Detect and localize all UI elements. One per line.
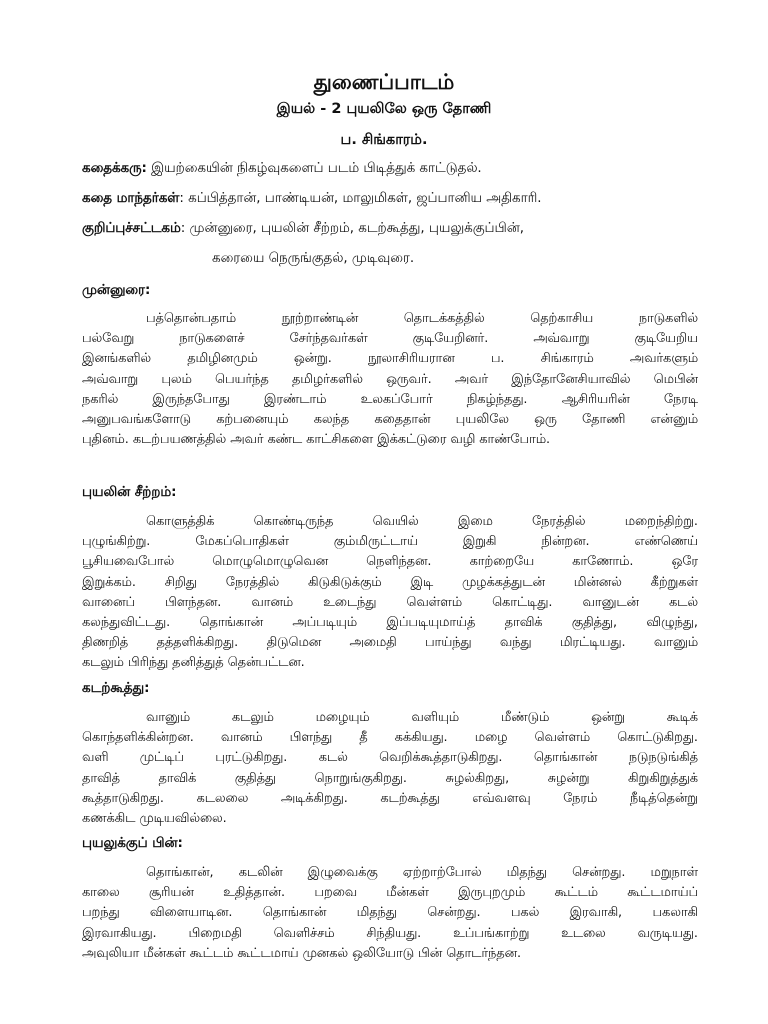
outline-label: குறிப்புச்சட்டகம்	[82, 221, 181, 236]
paragraph-line: கொந்தளிக்கின்றன. வானம் பிளந்து தீ கக்கியது. மழை வெள்ளம் கொட்டுகிறது.	[82, 730, 698, 746]
theme-row	[82, 158, 722, 180]
after-storm-heading: புயலுக்குப் பின்:	[82, 836, 183, 851]
paragraph-line: நகரில் இருந்தபோது இரண்டாம் உலகப்போர் நிகழ்ந்தது. ஆசிரியரின் நேரடி	[82, 391, 698, 407]
intro-paragraph	[82, 309, 698, 450]
intro-heading: முன்னுரை:	[82, 283, 151, 298]
paragraph-line: திணறித் தத்தளிக்கிறது. திடுமென அமைதி பாய்ந்து வந்து மிரட்டியது. வானும்	[82, 635, 698, 651]
seadance-paragraph	[82, 708, 698, 829]
paragraph-line: கூத்தாடுகிறது. கடலலை அடிக்கிறது. கடற்கூத்து எவ்வளவு நேரம் நீடித்தென்று	[82, 790, 698, 806]
outline-row	[82, 218, 722, 240]
paragraph-line: கொளுத்திக் கொண்டிருந்த வெயில் இமை நேரத்தில் மறைந்திற்று.	[146, 514, 698, 529]
paragraph-line: பத்தொன்பதாம் நூற்றாண்டின் தொடக்கத்தில் தெற்காசிய நாடுகளில்	[146, 311, 698, 326]
paragraph-line: கடலும் பிரிந்து தனித்துத் தென்பட்டன.	[82, 655, 305, 671]
storm-paragraph	[82, 512, 698, 674]
paragraph-line: தொங்கான், கடலின் இழுவைக்கு ஏற்றாற்போல் மிதந்து சென்றது. மறுநாள்	[146, 865, 698, 880]
paragraph-line: பல்வேறு நாடுகளைச் சேர்ந்தவர்கள் குடியேறினர். அவ்வாறு குடியேறிய	[82, 331, 698, 347]
author-name: ப. சிங்காரம்.	[340, 132, 428, 148]
paragraph-line: காலை சூரியன் உதித்தான். பறவை மீன்கள் இருபுறமும் கூட்டம் கூட்டமாய்ப்	[82, 885, 698, 901]
paragraph-line: கலந்துவிட்டது. தொங்கான் அப்படியும் இப்படியுமாய்த் தாவிக் குதித்து, விழுந்து,	[82, 614, 698, 630]
page-title: துணைப்பாடம்	[313, 70, 455, 94]
paragraph-line: புதினம். கடற்பயணத்தில் அவர் கண்ட காட்சிகளை இக்கட்டுரை வழி காண்போம்.	[82, 432, 551, 448]
paragraph-line: அவுலியா மீன்கள் கூட்டம் கூட்டமாய் முனகல் ஒலியோடு பின் தொடர்ந்தன.	[82, 945, 522, 961]
paragraph-line: தாவித் தாவிக் குதித்து நொறுங்குகிறது. சுழல்கிறது, சுழன்று கிறுகிறுத்துக்	[82, 770, 698, 786]
paragraph-line: வானைப் பிளந்தன. வானம் உடைந்து வெள்ளம் கொட்டிது. வானுடன் கடல்	[82, 594, 698, 610]
paragraph-line: வானும் கடலும் மழையும் வளியும் மீண்டும் ஒன்று கூடிக்	[146, 710, 698, 725]
paragraph-line: புழுங்கிற்று. மேகப்பொதிகள் கும்மிருட்டாய் இறுகி நின்றன. எண்ணெய்	[82, 534, 698, 550]
paragraph-line: அனுபவங்களோடு கற்பனையும் கலந்த கதைதான் புயலிலே ஒரு தோணி என்னும்	[82, 411, 698, 427]
paragraph-line: கணக்கிட முடியவில்லை.	[82, 810, 227, 826]
characters-value: : கப்பித்தான், பாண்டியன், மாலுமிகள், ஜப்பானிய அதிகாரி.	[179, 191, 542, 206]
outline-continued: கரையை நெருங்குதல், முடிவுரை.	[212, 251, 415, 266]
paragraph-line: இரவாகியது. பிறைமதி வெளிச்சம் சிந்தியது. உப்பங்காற்று உடலை வருடியது.	[82, 925, 698, 941]
paragraph-line: இறுக்கம். சிறிது நேரத்தில் கிடுகிடுக்கும் இடி முழக்கத்துடன் மின்னல் கீற்றுகள்	[82, 574, 698, 590]
paragraph-line: பூசியவைபோல் மொழுமொழுவென நெளிந்தன. காற்றையே காணோம். ஒரே	[82, 554, 698, 570]
characters-row	[82, 188, 722, 210]
theme-value: இயற்கையின் நிகழ்வுகளைப் படம் பிடித்துக் காட்டுதல்.	[146, 161, 482, 176]
paragraph-line: வளி முட்டிப் புரட்டுகிறது. கடல் வெறிக்கூத்தாடுகிறது. தொங்கான் நடுநடுங்கித்	[82, 750, 698, 766]
paragraph-line: பறந்து விளையாடின. தொங்கான் மிதந்து சென்றது. பகல் இரவாகி, பகலாகி	[82, 905, 698, 921]
seadance-heading: கடற்கூத்து:	[82, 681, 150, 696]
lesson-subtitle: இயல் - 2 புயலிலே ஒரு தோணி	[276, 101, 492, 117]
storm-heading: புயலின் சீற்றம்:	[82, 485, 177, 500]
outline-value: : முன்னுரை, புயலின் சீற்றம், கடற்கூத்து, புயலுக்குப்பின்,	[180, 221, 524, 236]
after-storm-paragraph	[82, 863, 698, 964]
theme-label: கதைக்கரு:	[82, 161, 147, 176]
characters-label: கதை மாந்தர்கள்	[82, 191, 180, 206]
paragraph-line: அவ்வாறு புலம் பெயர்ந்த தமிழர்களில் ஒருவர். அவர் இந்தோனேசியாவில் மெபின்	[82, 371, 698, 387]
paragraph-line: இனங்களில் தமிழினமும் ஒன்று. நூலாசிரியரான ப. சிங்காரம் அவர்களும்	[82, 351, 698, 367]
